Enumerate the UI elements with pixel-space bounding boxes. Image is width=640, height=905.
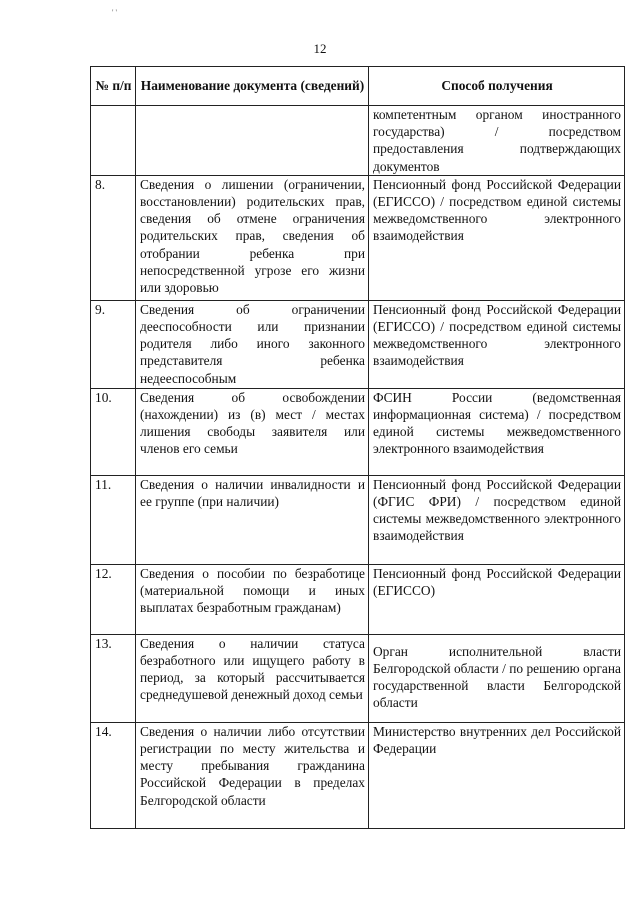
obtaining-method: Министерство внутренних дел Российской Федерации (369, 722, 625, 828)
obtaining-method: компетентным органом иностранного государства) / посредством предоставления подтверждающих документов (369, 106, 625, 176)
row-number: 14. (91, 722, 136, 828)
document-name: Сведения о пособии по безработице (материальной помощи и иных выплатах безработным гражданам) (136, 564, 369, 634)
row-number: 12. (91, 564, 136, 634)
document-name: Сведения о наличии статуса безработного или ищущего работу в период, за который рассчитывается среднедушевой денежный доход семьи (136, 634, 369, 722)
obtaining-method: ФСИН России (ведомственная информационная система) / посредством единой системы межведомственного электронного взаимодействия (369, 388, 625, 475)
page-number: 12 (313, 41, 327, 56)
obtaining-method: Пенсионный фонд Российской Федерации (ЕГИССО) / посредством единой системы межведомственного электронного взаимодействия (369, 300, 625, 388)
row-number: 9. (91, 300, 136, 388)
document-name: Сведения об освобождении (нахождении) из (в) мест / местах лишения свободы заявителя или членов его семьи (136, 388, 369, 475)
table-row (91, 634, 625, 722)
header-method: Способ получения (369, 67, 625, 106)
document-name: Сведения о наличии либо отсутствии регистрации по месту жительства и месту пребывания гражданина Российской Федерации в пределах Белгородской области (136, 722, 369, 828)
document-name: Сведения о лишении (ограничении, восстановлении) родительских прав, сведения об отмене ограничения родительских прав, сведения об отобрании ребенка при непосредственной угрозе его жизни или здоровью (136, 175, 369, 300)
table-row (91, 175, 625, 300)
obtaining-method: Пенсионный фонд Российской Федерации (ЕГИССО) (369, 564, 625, 634)
row-number: 13. (91, 634, 136, 722)
table-row (91, 475, 625, 564)
row-number: 10. (91, 388, 136, 475)
document-name: Сведения об ограничении дееспособности или признании родителя либо иного законного представителя ребенка недееспособным (136, 300, 369, 388)
table-row (91, 106, 625, 176)
table-row (91, 300, 625, 388)
table-header-row (91, 67, 625, 106)
document-name: Сведения о наличии инвалидности и ее группе (при наличии) (136, 475, 369, 564)
header-num: № п/п (91, 67, 136, 106)
table-row (91, 388, 625, 475)
obtaining-method: Пенсионный фонд Российской Федерации (ЕГИССО) / посредством единой системы межведомственного электронного взаимодействия (369, 175, 625, 300)
header-document-name: Наименование документа (сведений) (136, 67, 369, 106)
obtaining-method: Пенсионный фонд Российской Федерации (ФГИС ФРИ) / посредством единой системы межведомственного электронного взаимодействия (369, 475, 625, 564)
scan-tick-mark: ' ' (112, 8, 117, 17)
table-row (91, 722, 625, 828)
documents-table (90, 66, 625, 829)
row-number: 8. (91, 175, 136, 300)
table-row (91, 564, 625, 634)
obtaining-method: Орган исполнительной власти Белгородской области / по решению органа государственной власти Белгородской области (369, 634, 625, 722)
row-number: 11. (91, 475, 136, 564)
document-name (136, 106, 369, 176)
row-number (91, 106, 136, 176)
